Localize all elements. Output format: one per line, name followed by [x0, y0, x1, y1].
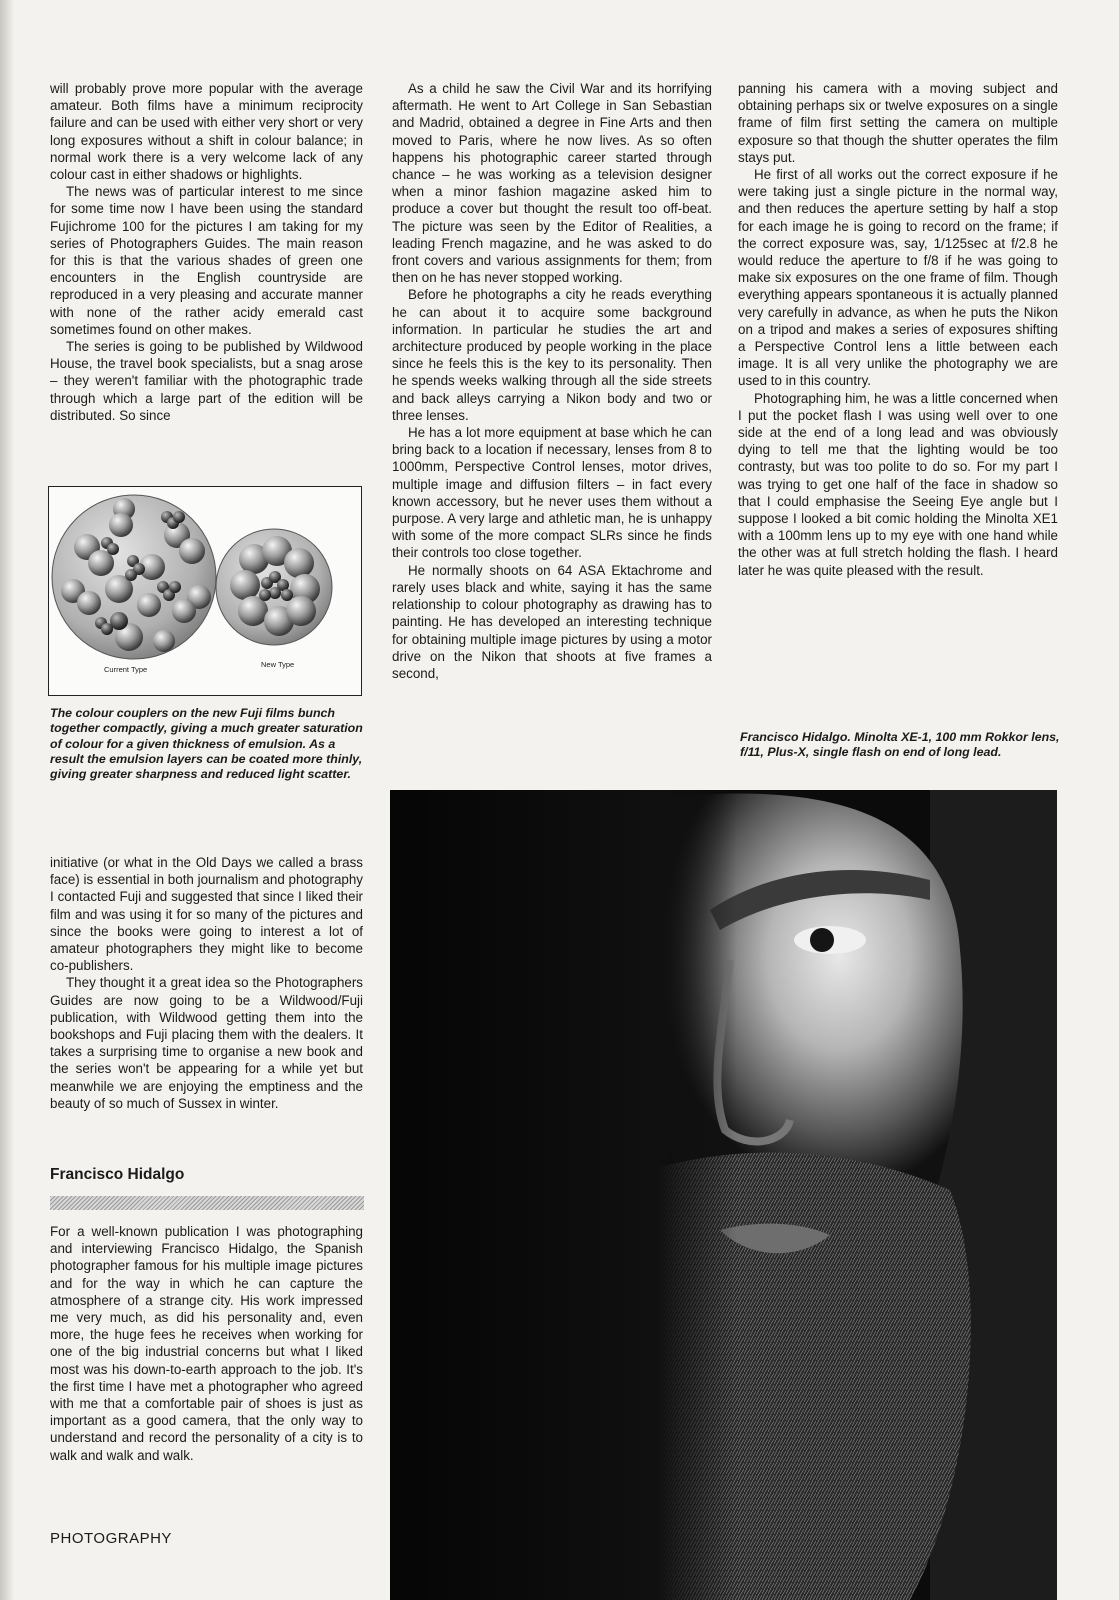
- paragraph: As a child he saw the Civil War and its horrifying aftermath. He went to Art College in San Sebastian and Madrid, obtained a degree in Fine Arts and then moved to Paris, where he now lives. As so often happens his photographic career started through chance – he was working as a television designer when a minor fashion magazine asked him to produce a cover but thought the result too off-beat. The picture was seen by the Editor of Realities, a leading French magazine, and he was asked to do front covers and various assignments for them; from then on he has never stopped working.: [392, 81, 712, 286]
- column-1-top: [50, 80, 363, 424]
- column-2: [392, 80, 712, 682]
- portrait-photo: [390, 790, 1057, 1600]
- shadow-side: [390, 790, 1057, 1600]
- paragraph: The news was of particular interest to me since for some time now I have been using the standard Fujichrome 100 for the pictures I am taking for my series of Photographers Guides. The main reason for this is that the various shades of green one encounters in the English countryside are reproduced in a very pleasing and accurate manner with none of the rather acidy emerald cast sometimes found on other makes.: [50, 184, 363, 337]
- section-intro: [50, 1223, 363, 1464]
- paragraph: The series is going to be published by Wildwood House, the travel book specialists, but a snag arose – they weren't familiar with the photographic trade through which a large part of the edition will be distributed. So since: [50, 339, 363, 423]
- footer-magazine-name: PHOTOGRAPHY: [50, 1530, 172, 1547]
- section-heading: Francisco Hidalgo: [50, 1166, 185, 1183]
- paragraph: will probably prove more popular with the average amateur. Both films have a minimum reciprocity failure and can be used with either very short or very long exposures without a shift in colour balance; in normal work there is a very welcome lack of any colour cast in either shadows or highlights.: [50, 81, 363, 183]
- label-new-type: New Type: [261, 660, 295, 669]
- paragraph: He normally shoots on 64 ASA Ektachrome and rarely uses black and white, saying it has the same relationship to colour photography as drawing has to painting. He has developed an interesting technique for obtaining multiple image pictures by using a motor drive on the Nikon that shoots at five frames a second,: [392, 562, 712, 681]
- paragraph: Before he photographs a city he reads everything he can about it to acquire some background information. In particular he studies the art and architecture produced by people working in the place since he feels this is the key to its personality. Then he spends weeks walking through all the side streets and back alleys carrying a Nikon body and two or three lenses.: [392, 287, 712, 423]
- paragraph: For a well-known publication I was photographing and interviewing Francisco Hidalgo, the Spanish photographer famous for his multiple image pictures and for the way in which he can capture the atmosphere of a strange city. His work impressed me very much, as did his personality and, even more, the huge fees he receives when working for one of the big industrial concerns but what I liked most was his down-to-earth approach to the job. It's the first time I have met a photographer who agreed with me that a comfortable pair of shoes is just as important as a good camera, that the only way to understand and record the personality of a city is to walk and walk and walk.: [50, 1224, 363, 1463]
- photo-caption: Francisco Hidalgo. Minolta XE-1, 100 mm Rokkor lens, f/11, Plus-X, single flash on end of long lead.: [740, 730, 1060, 760]
- figure-caption: The colour couplers on the new Fuji films bunch together compactly, giving a much greater saturation of colour for a given thickness of emulsion. As a result the emulsion layers can be coated more thinly, giving greater sharpness and reduced light scatter.: [50, 706, 363, 782]
- paragraph: He has a lot more equipment at base which he can bring back to a location if necessary, lenses from 8 to 1000mm, Perspective Control lenses, motor drives, multiple image and diffusion filters – in fact every known accessory, but he never uses them without a purpose. A very large and athletic man, he is unhappy with some of the more compact SLRs since he finds their controls too close together.: [392, 425, 712, 561]
- paragraph: initiative (or what in the Old Days we called a brass face) is essential in both journalism and photography I contacted Fuji and suggested that since I liked their film and was using it for so many of the pictures and since the books were going to interest a lot of amateur photographers they might like to become co-publishers.: [50, 855, 363, 974]
- column-3: [738, 80, 1058, 579]
- label-current-type: Current Type: [104, 665, 148, 674]
- page-binding-shadow: [0, 0, 14, 1600]
- paragraph: He first of all works out the correct exposure if he were taking just a single picture in the normal way, and then reduces the aperture setting by half a stop for each image he is going to record on the frame; if the correct exposure was, say, 1/125sec at f/2.8 he would reduce the aperture to f/8 if he was going to make six exposures on the one frame of film. Though everything appears spontaneous it is actually planned very carefully in advance, as when he puts the Nikon on a tripod and makes a series of exposures shifting a Perspective Control lens a little between each image. It is all very unlike the photography we are used to in this country.: [738, 167, 1058, 389]
- colour-coupler-diagram: [48, 486, 362, 696]
- heading-rule: [50, 1196, 364, 1210]
- paragraph: Photographing him, he was a little concerned when I put the pocket flash I was using well over to one side at the end of a long lead and was obviously dying to tell me that the lighting would be too contrasty, but was too polite to do so. For my part I was trying to get one half of the face in shadow so that I could emphasise the Seeing Eye angle but I suppose I looked a bit comic holding the Minolta XE1 with a 100mm lens up to my eye with one hand while the other was at full stretch holding the flash. I heard later he was quite pleased with the result.: [738, 390, 1058, 578]
- paragraph: panning his camera with a moving subject and obtaining perhaps six or twelve exposures on a single frame of film first setting the camera on multiple exposure so that though the shutter operates the film stays put.: [738, 81, 1058, 165]
- column-1-bottom: [50, 854, 363, 1112]
- paragraph: They thought it a great idea so the Photographers Guides are now going to be a Wildwood/Fuji publication, with Wildwood getting them into the bookshops and Fuji placing them with the dealers. It takes a surprising time to organise a new book and the series won't be appearing for a while yet but meanwhile we are enjoying the emptiness and the beauty of so much of Sussex in winter.: [50, 975, 363, 1111]
